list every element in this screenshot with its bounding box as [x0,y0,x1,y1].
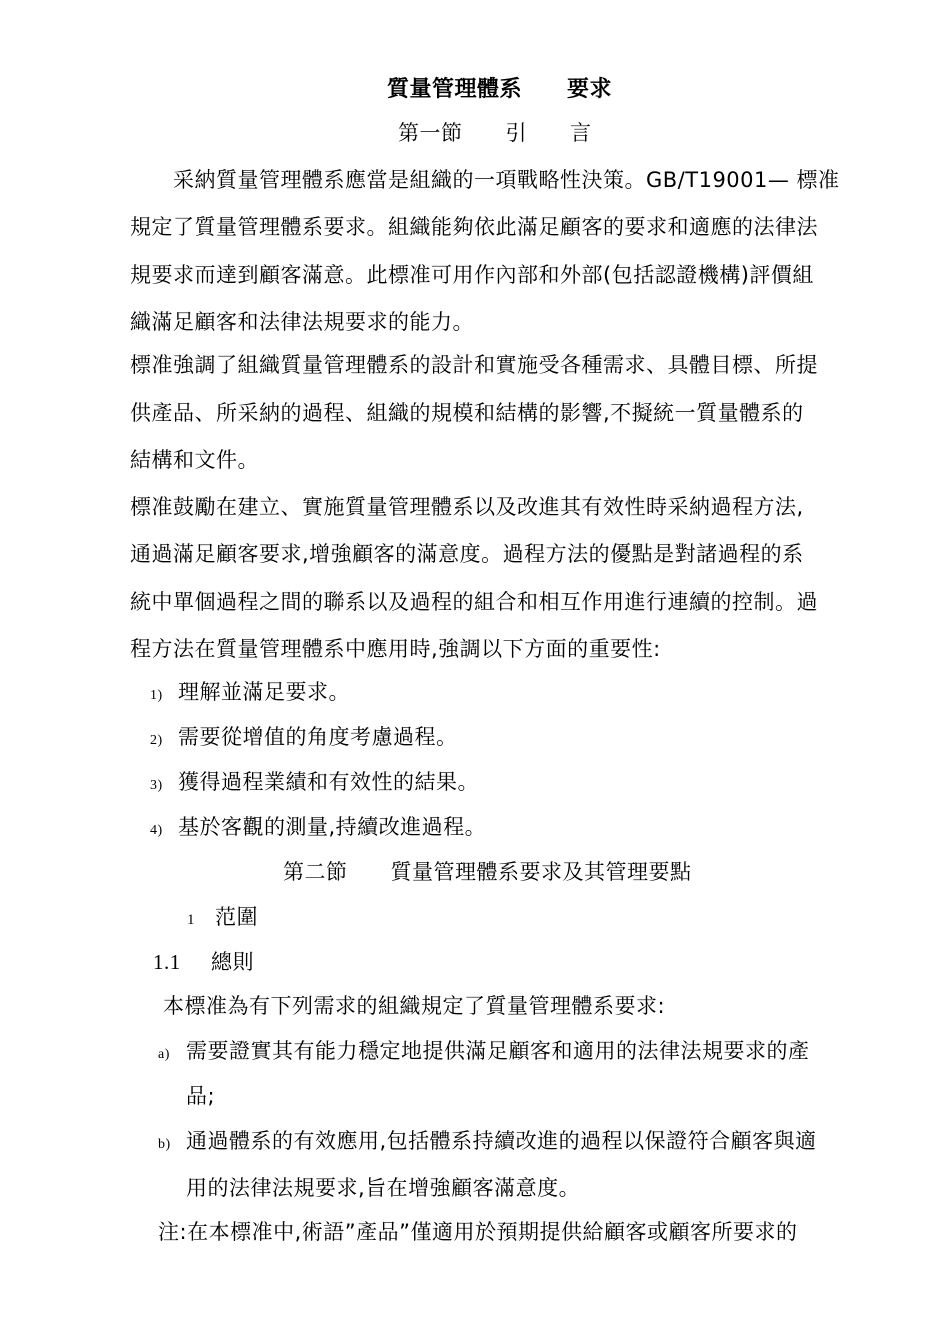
section1-heading: 第一節 引 言 [398,121,592,145]
list-item [150,677,350,711]
list-item-number: b) [158,1137,171,1152]
list-item [158,1126,817,1160]
document-title: 質量管理體系 要求 [387,77,613,102]
list-item-text: 需要證實其有能力穩定地提供滿足顧客和適用的法律法規要求的產 [186,1039,810,1063]
paragraph-line: 規定了質量管理體系要求。組織能夠依此滿足顧客的要求和適應的法律法 [130,215,818,239]
subsection-number: 1.1 [153,950,181,974]
list-item-number: 2) [150,733,163,748]
list-item [150,812,486,846]
subsection-label: 范圍 [215,905,258,929]
list-item-text: 獲得過程業績和有效性的結果。 [178,770,479,794]
list-item [150,767,479,801]
list-item [158,1036,810,1070]
section2-heading: 第二節 質量管理體系要求及其管理要點 [283,860,692,884]
list-item-text: 通過體系的有效應用,包括體系持續改進的過程以保證符合顧客與適 [186,1129,817,1153]
paragraph-line: 織滿足顧客和法律法規要求的能力。 [130,310,474,334]
list-item [150,722,458,756]
list-item-text: 基於客觀的測量,持續改進過程。 [178,815,487,839]
subsection-heading [187,902,258,935]
list-item-continuation: 品; [186,1084,216,1108]
paragraph-line: 通過滿足顧客要求,增強顧客的滿意度。過程方法的優點是對諸過程的系 [130,542,804,566]
list-item-text: 理解並滿足要求。 [178,680,350,704]
paragraph-line: 標准鼓勵在建立、實施質量管理體系以及改進其有效性時采納過程方法, [130,495,804,519]
paragraph-line: 結構和文件。 [130,448,259,472]
list-item-text: 需要從增值的角度考慮過程。 [178,725,458,749]
subsection-number: 1 [187,912,195,928]
subsection-label: 總則 [211,950,254,974]
paragraph-line: 供產品、所采納的過程、組織的規模和結構的影響,不擬統一質量體系的 [130,401,804,425]
list-item-number: 1) [150,688,163,703]
paragraph-line: 采納質量管理體系應當是組織的一項戰略性決策。GB/T19001— 標准 [130,168,840,192]
note-line: 注:在本標准中,術語”產品”僅適用於預期提供給顧客或顧客所要求的 [158,1220,798,1244]
paragraph-line: 統中單個過程之間的聯系以及過程的組合和相互作用進行連續的控制。過 [130,590,818,614]
list-item-continuation: 用的法律法規要求,旨在增強顧客滿意度。 [186,1176,581,1200]
list-item-number: a) [158,1047,170,1062]
subsection-heading [153,947,254,977]
list-item-number: 4) [150,823,163,838]
paragraph-line: 程方法在質量管理體系中應用時,強調以下方面的重要性: [130,637,661,661]
list-item-number: 3) [150,778,163,793]
paragraph-line: 標准強調了組織質量管理體系的設計和實施受各種需求、具體目標、所提 [130,353,818,377]
paragraph-line: 規要求而達到顧客滿意。此標准可用作內部和外部(包括認證機構)評價組 [130,263,814,287]
paragraph-line: 本標准為有下列需求的組織規定了質量管理體系要求: [163,994,666,1018]
